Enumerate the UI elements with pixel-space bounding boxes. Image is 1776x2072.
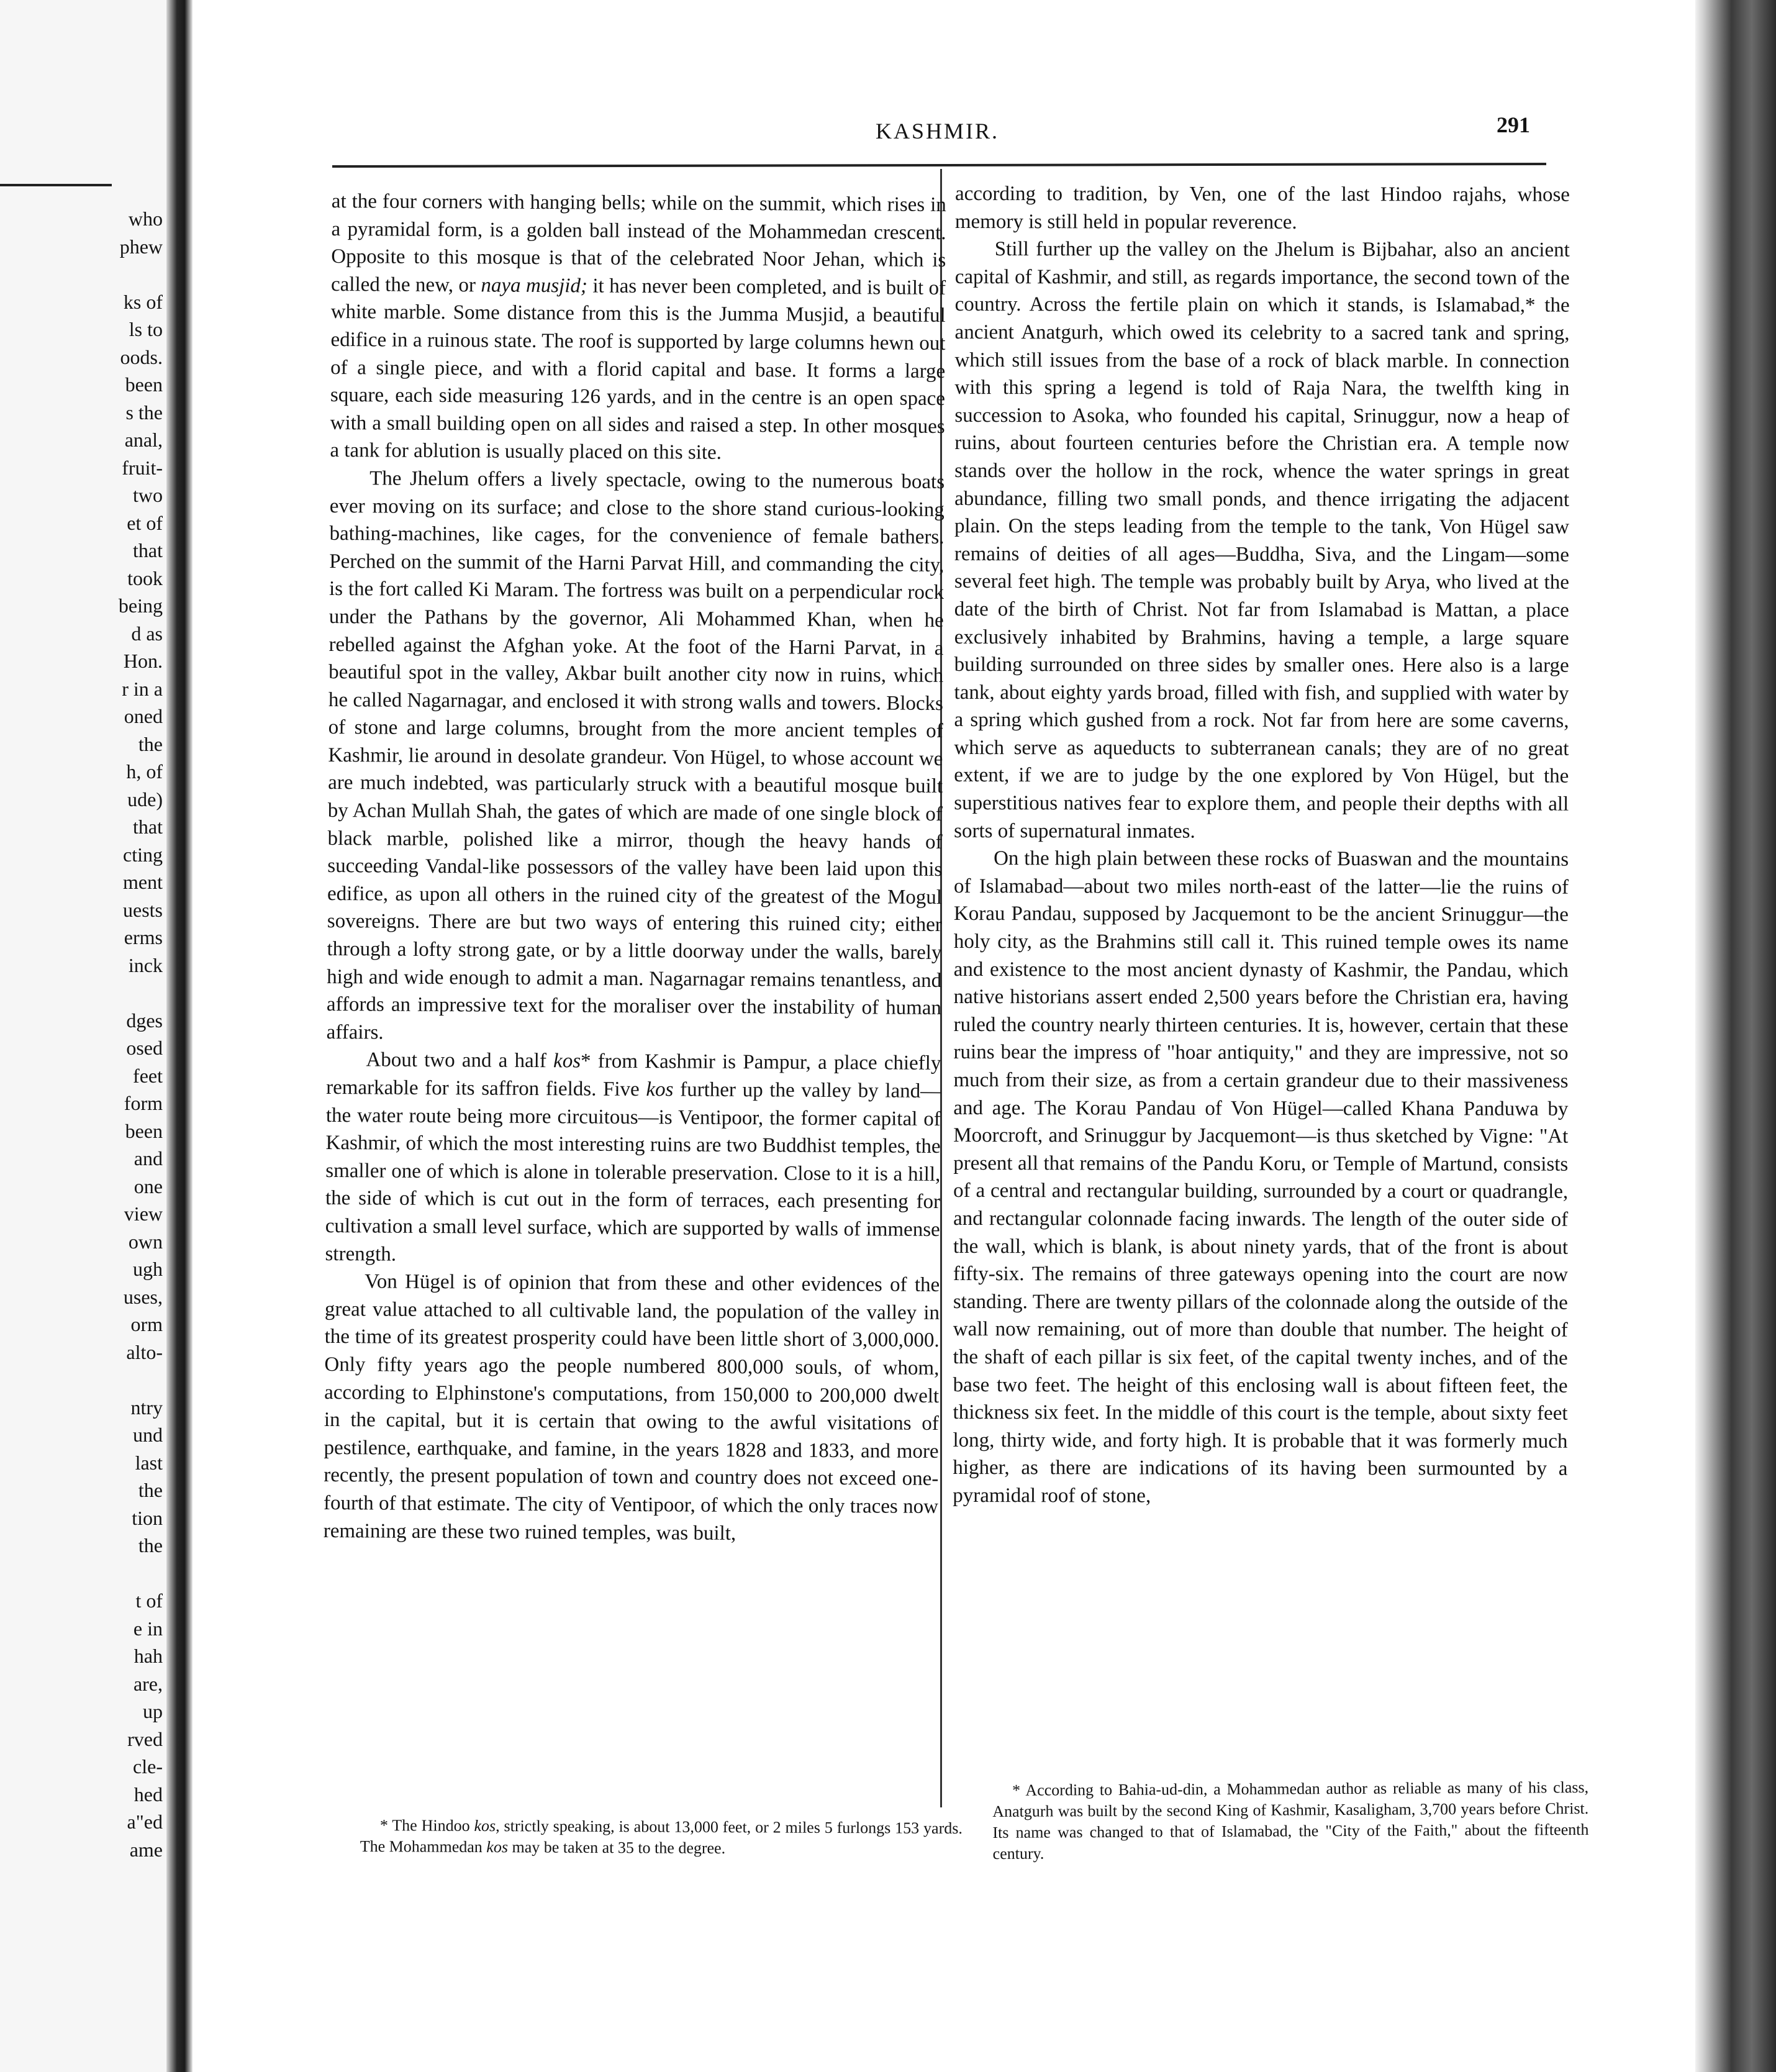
paragraph: On the high plain between these rocks of Buaswan and the mountains of Islamabad—about two miles north-east of the latter—lie the ruins of Korau Pandau, supposed by Jacquemont to be the ancient Srinuggur—the holy city, as the Brahmins still call it. This ruined temple owes its name and existence to the most ancient dynasty of Kashmir, the Pandau, which native historians assert ended 2,500 years before the Christian era, having ruled the country nearly thirteen centuries. It is, however, certain that these ruins bear the impress of "hoar antiquity," and they are impressive, not so much from their size, as from a certain grandeur due to their massiveness and age. The Korau Pandau of Von Hügel—called Khana Panduwa by Moorcroft, and Srinuggur by Jacquemont—is thus sketched by Vigne: "At present all that remains of the Pandu Koru, or Temple of Martund, consists of a central and rectangular building, surrounded by a court or quadrangle, and rectangular colonnade facing inwards. The length of the outer side of the wall, which is blank, is about ninety yards, that of the front is about fifty-six. The remains of three gateways opening into the court are now standing. There are twenty pillars of the colonnade along the outside of the wall now remaining, out of more than double that number. The height of the shaft of each pillar is six feet, of the capital twenty inches, and of the base two feet. The height of this enclosing wall is about fifteen feet, the thickness six feet. In the middle of this court is the temple, about sixty feet long, thirty wide, and forty high. It is probable that it was formerly much higher, as there are indications of its having been surmounted by a pyramidal roof of stone, (953, 847, 1569, 1507)
previous-page-word: been (125, 1119, 163, 1142)
previous-page-word: h, of (126, 760, 163, 783)
paragraph: Still further up the valley on the Jhelum is Bijbahar, also an ancient capital of Kashmir, and still, as regards importance, the second town of the country. Across the fertile plain on which it stands, is Islamabad,* the ancient Anatgurh, which owed its celebrity to a sacred tank and spring, which still issues from the base of a rock of black marble. In connection with this spring a legend is told of Raja Nara, the twelfth king in succession to Asoka, who founded his capital, Srinuggur, now a heap of ruins, about fourteen centuries before the Christian era. A temple now stands over the hollow in the rock, whence the water springs in great abundance, filling two small ponds, and thence irrigating the adjacent plain. On the steps leading from the temple to the tank, Von Hügel saw remains of deities of all ages—Buddha, Siva, and the Lingam—some several feet high. The temple was probably built by Arya, who lived at the date of the birth of Christ. Not far from Islamabad is Mattan, a place exclusively inhabited by Brahmins, having a temple, a large square building surrounded on three sides by smaller ones. Here also is a large tank, about eighty yards broad, filled with fish, and supplied with water by a spring which gushed from a rock. Not far from here are some caverns, which serve as aqueducts to subterranean canals; they are of no great extent, if we are to judge by the one explored by Von Hügel, but the superstitious natives fear to explore them, and people their depths with all sorts of supernatural inmates. (954, 238, 1570, 843)
book-gutter-shadow (166, 0, 193, 2072)
previous-page-word: the (138, 1479, 163, 1501)
previous-page-word: osed (126, 1037, 163, 1059)
text-run: * The Hindoo (379, 1816, 470, 1835)
previous-page-word: last (135, 1451, 163, 1474)
header-rule (332, 163, 1546, 168)
previous-page-word: and (134, 1147, 163, 1170)
previous-page-word: feet (133, 1064, 163, 1087)
paragraph: according to tradition, by Ven, one of the last Hindoo rajahs, whose memory is still held in popular reverence. (954, 183, 1570, 234)
previous-page-word: being (118, 594, 163, 617)
previous-page-word: hah (134, 1645, 163, 1667)
previous-page-word: the (138, 732, 163, 755)
previous-page-word: took (127, 566, 163, 589)
previous-page-word: two (133, 484, 163, 506)
footnote-left (360, 1815, 963, 1860)
page-number: 291 (1497, 112, 1530, 137)
previous-page-word: one (134, 1175, 163, 1197)
italic-term: kos (474, 1816, 496, 1835)
previous-page-word: d as (131, 622, 163, 645)
previous-page-word: cle- (133, 1755, 163, 1778)
previous-page-word: are, (133, 1672, 163, 1695)
previous-page-word: up (143, 1700, 163, 1722)
text-run: , strictly speaking, is about 13,000 feet, or 2 miles 5 furlongs 153 yards. The Mohammedan (360, 1817, 963, 1856)
paragraph: Von Hügel is of opinion that from these and other evidences of the great value attached to all cultivable land, the population of the valley in the time of its greatest prosperity could have been little short of 3,000,000. Only fifty years ago the people numbered 800,000 souls, of whom, according to Elphinstone's computations, from 150,000 to 200,000 dwelt in the capital, but it is certain that owing to the awful visitations of pestilence, earthquake, and famine, in the years 1828 and 1833, and more recently, the present population of town and country does not exceed one-fourth of that estimate. The city of Ventipoor, of which the only traces now remaining are these two ruined temples, was built, (323, 1270, 940, 1545)
text-run: * from Kashmir is Pampur, a place chiefly remarkable for its saffron fields. Five (326, 1050, 941, 1101)
previous-page-word: ude) (127, 788, 163, 811)
previous-page-rule (0, 184, 112, 186)
previous-page-word: inck (128, 953, 163, 976)
previous-page-word: ment (123, 871, 163, 893)
previous-page-word: own (128, 1230, 163, 1253)
previous-page-word: rved (127, 1727, 163, 1750)
text-run: further up the valley by land—the water route being more circuitous—is Ventipoor, the former capital of Kashmir, of which the most interesting ruins are two Buddhist temples, the smaller one of which is alone in tolerable preservation. Close to it is a hill, the side of which is cut out in the form of terraces, each presenting for cultivation a small level surface, which are supported by walls of immense strength. (325, 1078, 941, 1266)
right-column (953, 180, 1570, 1511)
previous-page-word: the (138, 1534, 163, 1556)
previous-page-word: ks of (123, 290, 163, 313)
previous-page-word: fruit- (122, 456, 163, 479)
italic-term: kos (486, 1838, 509, 1856)
footnote-text (360, 1815, 963, 1860)
previous-page-word (0, 1560, 163, 1588)
previous-page-word: uses, (123, 1285, 163, 1308)
text-run: at the four corners with hanging bells; while on the summit, which rises in a pyramidal form, is a golden ball instead of the Mohammedan crescent. Opposite to this mosque is that of the celebrated Noor Jehan, which is called the new, or (330, 189, 946, 297)
previous-page-word: that (133, 539, 163, 561)
previous-page-word: uests (123, 898, 163, 921)
previous-page-word: been (125, 373, 163, 396)
previous-page-word: oods. (120, 345, 163, 368)
previous-page-word: tion (132, 1506, 163, 1529)
previous-page-word: anal, (124, 429, 163, 451)
previous-page-word: a"ed (127, 1811, 163, 1833)
running-head: KASHMIR. (876, 119, 1000, 143)
previous-page-word: phew (119, 235, 163, 258)
previous-page-word: erms (124, 926, 163, 948)
previous-page-word: ls to (129, 318, 163, 340)
previous-page-word: orm (130, 1313, 163, 1335)
paragraph (325, 1046, 941, 1271)
previous-page-word: ame (129, 1838, 163, 1861)
previous-page-word: form (124, 1092, 163, 1114)
previous-page-word: t of (135, 1589, 163, 1612)
previous-page-word: et of (127, 511, 163, 534)
page-stack-edge (1695, 0, 1776, 2072)
previous-page-word (0, 1366, 163, 1394)
previous-page-word: cting (123, 843, 163, 866)
italic-term: kos (646, 1078, 674, 1101)
previous-page-word: dges (126, 1009, 163, 1032)
previous-page-word: ugh (133, 1258, 163, 1280)
text-run: it has never been completed, and is built of white marble. Some distance from this is the Jumma Musjid, a beautiful edifice in a ruinous state. The roof is supported by large columns hewn out of a single piece, and with a florid capital and base. It forms a large square, each side measuring 126 yards, and in the centre is an open space with a small building open on all sides and raised a step. In other mosques a tank for ablution is usually placed on this site. (330, 275, 946, 465)
previous-page-word: e in (133, 1617, 163, 1640)
previous-page-word: Hon. (123, 650, 163, 672)
previous-page-edge (0, 0, 186, 2072)
previous-page-word: who (128, 207, 163, 230)
italic-term: naya musjid; (481, 274, 588, 298)
previous-page-word: s the (125, 401, 163, 424)
italic-term: kos (553, 1050, 581, 1073)
previous-page-word: hed (134, 1783, 163, 1806)
paragraph (330, 188, 946, 468)
footnote-text: * According to Bahia-ud-din, a Mohammedan author as reliable as many of his class, Anatgurh was built by the second King of Kashmir, Kasaligham, 3,700 years before Christ. Its name was changed to that of Islamabad, the "City of the Faith," about the fifteenth century. (992, 1778, 1589, 1863)
paragraph: The Jhelum offers a lively spectacle, owing to the numerous boats ever moving on its surface; and close to the shore stand curious-looking bathing-machines, like cages, for the convenience of female bathers. Perched on the summit of the Harni Parvat Hill, and commanding the city, is the fort called Ki Maram. The fortress was built on a perpendicular rock under the Pathans by the governor, Ali Mohammed Khan, when he rebelled against the Afghan yoke. At the foot of the Harni Parvat, in a beautiful spot in the valley, Akbar built another city now in ruins, which he called Nagarnagar, and enclosed it with strong walls and towers. Blocks of stone and large columns, brought from the more ancient temples of Kashmir, lie around in desolate grandeur. Von Hügel, to whose account we are much indebted, was particularly struck with a beautiful mosque built by Achan Mullah Shah, the gates of which are made of one single block of black marble, polished like a mirror, though the heavy hands of succeeding Vandal-like possessors of the valley have been laid upon this edifice, as upon all others in the ruined city of the greatest of the Mogul sovereigns. There are but two ways of entering this ruined city; either through a lofty strong gate, or by a little doorway under the walls, barely high and wide enough to admit a man. Nagarnagar remains tenantless, and affords an impressive text for the moraliser over the instability of human affairs. (326, 467, 945, 1044)
previous-page-word: ntry (130, 1396, 163, 1419)
previous-page-word: view (124, 1202, 163, 1225)
previous-page-fragments (0, 205, 163, 1863)
previous-page-word: that (133, 816, 163, 838)
previous-page-word: alto- (126, 1340, 163, 1363)
left-column (324, 188, 946, 1548)
previous-page-word (0, 979, 163, 1007)
previous-page-word: oned (124, 705, 163, 727)
text-run: may be taken at 35 to the degree. (512, 1838, 726, 1858)
previous-page-word: und (133, 1424, 163, 1446)
previous-page-word (0, 260, 163, 288)
previous-page-word: r in a (122, 677, 163, 700)
footnote-right (992, 1777, 1589, 1865)
text-run: About two and a half (366, 1048, 546, 1073)
